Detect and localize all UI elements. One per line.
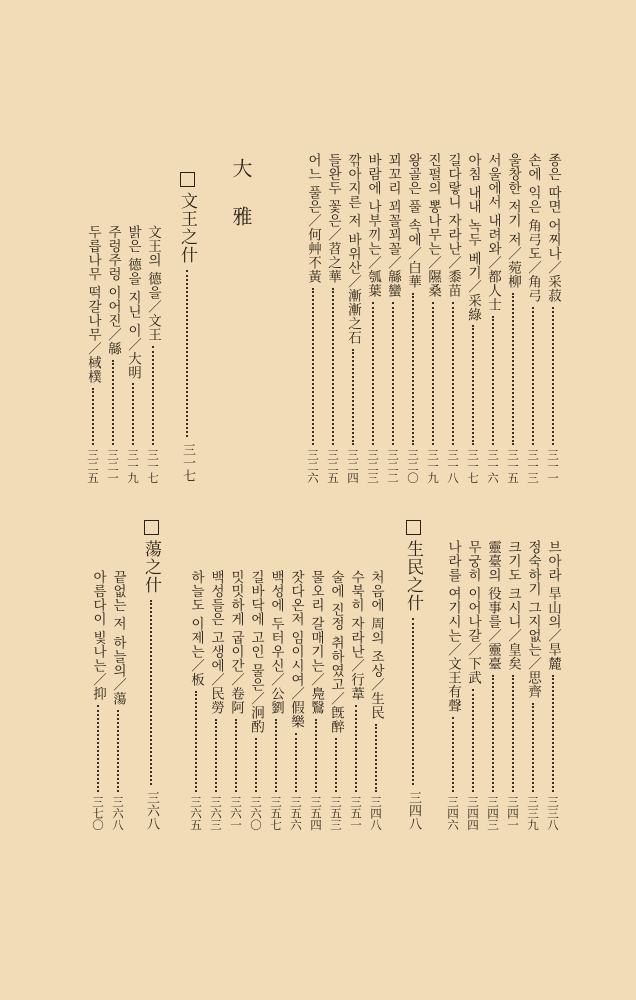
leader-dots xyxy=(392,302,394,445)
leader-dots xyxy=(452,302,454,445)
entry-page: 三四一 xyxy=(506,795,520,830)
entry-page: 三四四 xyxy=(466,795,480,830)
leader-dots xyxy=(117,710,119,792)
entry-page: 三六八 xyxy=(111,795,125,830)
toc-entry[interactable] xyxy=(208,570,223,830)
entry-title: 잣다온저 임이시여／假樂 xyxy=(288,570,304,729)
entry-page: 三六三 xyxy=(209,795,223,830)
leader-dots xyxy=(372,302,374,445)
leader-dots xyxy=(132,383,134,444)
group-heading-label: 蕩之什 xyxy=(141,540,161,594)
toc-entry[interactable] xyxy=(445,153,460,483)
entry-page: 三一七 xyxy=(146,448,160,483)
toc-entry[interactable] xyxy=(485,153,500,483)
entry-page: 三五七 xyxy=(269,795,283,830)
toc-entry[interactable] xyxy=(368,570,383,830)
entry-title: 크기도 크시니／皇矣 xyxy=(505,540,521,671)
entry-title: 바람에 나부끼는／瓠葉 xyxy=(365,153,381,298)
entry-page: 三一五 xyxy=(506,448,520,483)
entry-title: 손에 익은 角弓도／角弓 xyxy=(525,153,541,303)
toc-entry[interactable] xyxy=(385,153,400,483)
toc-entry[interactable] xyxy=(465,540,480,830)
entry-title: 아침 내내 녹두 베기／采綠 xyxy=(465,153,481,322)
leader-dots xyxy=(275,719,277,792)
leader-dots xyxy=(92,388,94,445)
entry-title: 밋밋하게 굽이간／卷阿 xyxy=(228,570,244,715)
toc-entry[interactable] xyxy=(248,570,263,830)
entry-page: 三二一 xyxy=(106,448,120,483)
entry-title: 술에 진정 취하였고／旣醉 xyxy=(328,570,344,734)
toc-entry[interactable] xyxy=(110,570,125,830)
entry-page: 三三八 xyxy=(546,795,560,830)
entry-page: 三三九 xyxy=(526,795,540,830)
entry-title: 文王의 德을／文王 xyxy=(145,225,161,342)
entry-page: 三二四 xyxy=(346,448,360,483)
toc-entry[interactable] xyxy=(365,153,380,483)
entry-title: 수북히 자라난／行葦 xyxy=(348,570,364,701)
entry-title: 주렁주렁 이어진／緜 xyxy=(105,225,121,356)
toc-entry[interactable] xyxy=(125,225,140,483)
leader-dots xyxy=(412,293,414,445)
leader-dots xyxy=(235,719,237,792)
leader-dots xyxy=(355,705,357,792)
toc-entry[interactable] xyxy=(425,153,440,483)
toc-entry[interactable] xyxy=(85,225,100,483)
entry-page: 三四六 xyxy=(446,795,460,830)
leader-dots xyxy=(332,288,334,445)
toc-entry[interactable] xyxy=(525,540,540,830)
leader-dots xyxy=(412,618,414,785)
group-heading-page: 三四八 xyxy=(406,791,421,830)
entry-title: 물오리 갈매기는／鳧鷖 xyxy=(308,570,324,715)
entry-page: 三四八 xyxy=(369,795,383,830)
leader-dots xyxy=(552,675,554,792)
leader-dots xyxy=(492,316,494,445)
entry-page: 三一六 xyxy=(486,448,500,483)
toc-entry[interactable] xyxy=(305,153,320,483)
toc-entry[interactable] xyxy=(545,540,560,830)
section-title: 大雅 xyxy=(229,158,253,254)
leader-dots xyxy=(150,600,152,785)
entry-page: 三二五 xyxy=(326,448,340,483)
entry-title: 밝은 德을 지닌 이／大明 xyxy=(125,225,141,380)
entry-page: 三二五 xyxy=(86,448,100,483)
entry-title: 울창한 저기 저／菀柳 xyxy=(505,153,521,289)
leader-dots xyxy=(186,270,188,437)
toc-entry[interactable] xyxy=(505,540,520,830)
leader-dots xyxy=(97,705,99,792)
toc-entry[interactable] xyxy=(505,153,520,483)
entry-page: 三六一 xyxy=(229,795,243,830)
entry-title: 처음에 周의 조상／生民 xyxy=(368,570,384,720)
toc-entry[interactable] xyxy=(90,570,105,830)
toc-entry[interactable] xyxy=(465,153,480,483)
toc-entry[interactable] xyxy=(145,225,160,483)
toc-entry[interactable] xyxy=(545,153,560,483)
entry-page: 三一九 xyxy=(426,448,440,483)
leader-dots xyxy=(312,288,314,445)
toc-entry[interactable] xyxy=(485,540,500,830)
entry-page: 三一九 xyxy=(126,448,140,483)
group-heading-dang xyxy=(142,520,160,830)
entry-title: 두릅나무 떡갈나무／棫樸 xyxy=(85,225,101,384)
leader-dots xyxy=(352,349,354,445)
entry-title: 어느 풀은／何艸不黃 xyxy=(305,153,321,284)
checkbox-icon xyxy=(180,172,195,187)
group-heading-wenwang xyxy=(178,172,196,482)
toc-entry[interactable] xyxy=(228,570,243,830)
leader-dots xyxy=(152,346,154,445)
leader-dots xyxy=(215,719,217,792)
leader-dots xyxy=(452,717,454,792)
leader-dots xyxy=(432,302,434,445)
entry-title: 정숙하기 그지없는／思齊 xyxy=(525,540,541,699)
toc-entry[interactable] xyxy=(268,570,283,830)
toc-entry[interactable] xyxy=(288,570,303,830)
leader-dots xyxy=(295,733,297,792)
leader-dots xyxy=(512,293,514,445)
entry-title: 들완두 꽃은／苕之華 xyxy=(325,153,341,284)
entry-title: 백성에 두터우신／公劉 xyxy=(268,570,284,715)
entry-page: 三四三 xyxy=(486,795,500,830)
group-heading-label: 生民之什 xyxy=(403,540,423,612)
toc-entry[interactable] xyxy=(345,153,360,483)
leader-dots xyxy=(552,307,554,445)
entry-title: 靈臺의 役事를／靈臺 xyxy=(485,540,501,671)
leader-dots xyxy=(112,360,114,445)
toc-entry[interactable] xyxy=(308,570,323,830)
entry-title: 브아라 旱山의／旱麓 xyxy=(545,540,561,671)
leader-dots xyxy=(335,738,337,792)
entry-title: 길바닥에 고인 물은／泂酌 xyxy=(248,570,264,734)
entry-title: 나라를 여기시는／文王有聲 xyxy=(445,540,461,713)
entry-title: 백성들은 고생에／民勞 xyxy=(208,570,224,715)
toc-entry[interactable] xyxy=(105,225,120,483)
entry-title: 아름다이 빛나는／抑 xyxy=(90,570,106,701)
toc-entry[interactable] xyxy=(405,153,420,483)
leader-dots xyxy=(195,691,197,792)
entry-page: 三五四 xyxy=(309,795,323,830)
entry-page: 三一七 xyxy=(466,448,480,483)
checkbox-icon xyxy=(144,520,159,535)
entry-page: 三一八 xyxy=(446,448,460,483)
entry-title: 종은 따면 어찌나／采菽 xyxy=(545,153,561,303)
toc-entry[interactable] xyxy=(328,570,343,830)
group-heading-shengmin xyxy=(404,520,422,830)
entry-title: 꾀꼬리 꾀꼴꾀꼴／緜蠻 xyxy=(385,153,401,298)
entry-title: 서울에서 내려와／都人士 xyxy=(485,153,501,312)
entry-page: 三一一 xyxy=(546,448,560,483)
leader-dots xyxy=(472,689,474,792)
toc-entry[interactable] xyxy=(525,153,540,483)
entry-page: 三二三 xyxy=(366,448,380,483)
entry-title: 길다랗니 자라난／黍苗 xyxy=(445,153,461,298)
group-heading-label: 文王之什 xyxy=(177,192,197,264)
toc-entry[interactable] xyxy=(445,540,460,830)
leader-dots xyxy=(532,703,534,792)
leader-dots xyxy=(532,307,534,445)
leader-dots xyxy=(492,675,494,792)
entry-title: 하늘도 이제는／板 xyxy=(188,570,204,687)
leader-dots xyxy=(375,724,377,792)
entry-page: 三五一 xyxy=(349,795,363,830)
entry-title: 무궁히 이어나갈／下武 xyxy=(465,540,481,685)
checkbox-icon xyxy=(406,520,421,535)
entry-page: 三五六 xyxy=(289,795,303,830)
leader-dots xyxy=(255,738,257,792)
toc-entry[interactable] xyxy=(348,570,363,830)
leader-dots xyxy=(472,325,474,444)
entry-title: 왕골은 풀 속에／白華 xyxy=(405,153,421,289)
leader-dots xyxy=(315,719,317,792)
group-heading-page: 三六八 xyxy=(144,791,159,830)
entry-page: 三六五 xyxy=(189,795,203,830)
entry-page: 三五三 xyxy=(329,795,343,830)
entry-title: 끝없는 저 하늘의／蕩 xyxy=(110,570,126,706)
entry-title: 진펄의 뽕나무는／隰桑 xyxy=(425,153,441,298)
entry-page: 三七〇 xyxy=(91,795,105,830)
toc-entry[interactable] xyxy=(325,153,340,483)
entry-title: 깎아지른 저 바위산／漸漸之石 xyxy=(345,153,361,345)
entry-page: 三六〇 xyxy=(249,795,263,830)
entry-page: 三二二 xyxy=(386,448,400,483)
entry-page: 三一三 xyxy=(526,448,540,483)
group-heading-page: 三一七 xyxy=(180,443,195,482)
leader-dots xyxy=(512,675,514,792)
entry-page: 三二六 xyxy=(306,448,320,483)
entry-page: 三二〇 xyxy=(406,448,420,483)
toc-entry[interactable] xyxy=(188,570,203,830)
